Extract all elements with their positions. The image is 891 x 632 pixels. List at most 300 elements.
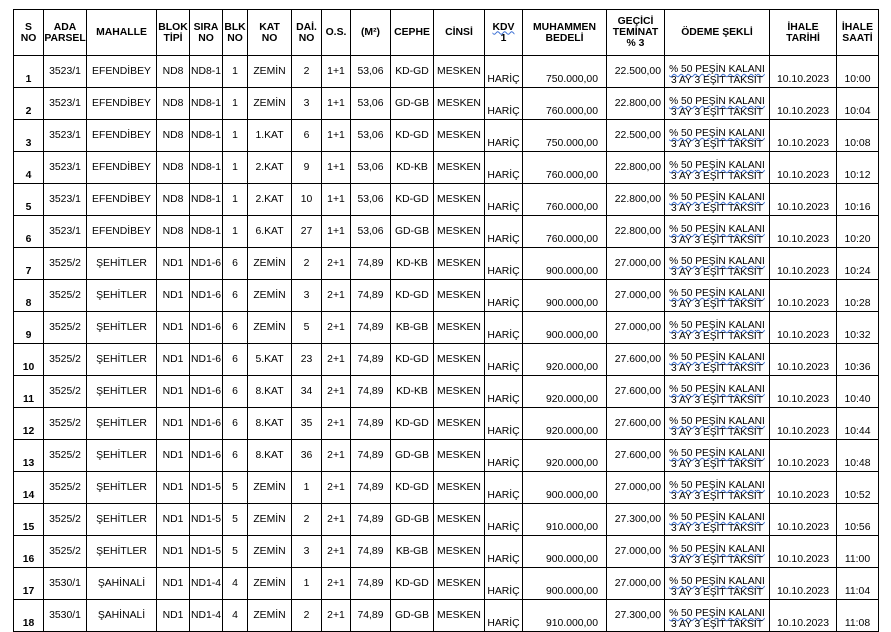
- table-row: [14, 408, 879, 440]
- cell-ada-parsel: 3530/1: [44, 568, 87, 600]
- cell-muhammen-bedeli: 920.000,00: [523, 408, 607, 440]
- cell-blok-tipi: ND1: [157, 536, 190, 568]
- cell-ihale-saati: 10:48: [837, 440, 879, 472]
- cell-sira-no: ND1-5: [190, 504, 223, 536]
- cell-m2: 74,89: [351, 504, 391, 536]
- cell-blok-tipi: ND8: [157, 216, 190, 248]
- cell-kat-no: 5.KAT: [248, 344, 292, 376]
- cell-ihale-saati: 10:24: [837, 248, 879, 280]
- cell-sira-no: ND8-1: [190, 184, 223, 216]
- table-row: [14, 568, 879, 600]
- cell-sira-no: ND1-6: [190, 344, 223, 376]
- header-cephe: CEPHE: [391, 10, 434, 56]
- cell-kdv: HARİÇ: [485, 184, 523, 216]
- cell-gecici-teminat: 27.000,00: [607, 472, 665, 504]
- cell-kdv: HARİÇ: [485, 408, 523, 440]
- cell-cephe: GD-GB: [391, 88, 434, 120]
- cell-odeme-sekli: % 50 PEŞİN KALANI 3 AY 3 EŞİT TAKSİT: [665, 440, 770, 472]
- cell-m2: 74,89: [351, 248, 391, 280]
- cell-ihale-tarihi: 10.10.2023: [770, 504, 837, 536]
- cell-blok-tipi: ND1: [157, 248, 190, 280]
- table-row: [14, 88, 879, 120]
- cell-ihale-tarihi: 10.10.2023: [770, 312, 837, 344]
- cell-sira-no: ND1-4: [190, 600, 223, 632]
- cell-daire-no: 10: [292, 184, 322, 216]
- cell-muhammen-bedeli: 760.000,00: [523, 216, 607, 248]
- cell-kdv: HARİÇ: [485, 536, 523, 568]
- cell-ihale-tarihi: 10.10.2023: [770, 344, 837, 376]
- cell-cinsi: MESKEN: [434, 344, 485, 376]
- cell-kat-no: ZEMİN: [248, 312, 292, 344]
- cell-mahalle: EFENDİBEY: [87, 88, 157, 120]
- cell-odeme-sekli: % 50 PEŞİN KALANI 3 AY 3 EŞİT TAKSİT: [665, 184, 770, 216]
- cell-ihale-tarihi: 10.10.2023: [770, 600, 837, 632]
- cell-blk-no: 6: [223, 280, 248, 312]
- header-odeme-sekli: ÖDEME ŞEKLİ: [665, 10, 770, 56]
- document-page: [13, 9, 879, 632]
- cell-ada-parsel: 3525/2: [44, 280, 87, 312]
- cell-cinsi: MESKEN: [434, 120, 485, 152]
- cell-kat-no: 2.KAT: [248, 152, 292, 184]
- cell-blk-no: 6: [223, 408, 248, 440]
- cell-m2: 53,06: [351, 120, 391, 152]
- cell-cinsi: MESKEN: [434, 280, 485, 312]
- cell-daire-no: 2: [292, 504, 322, 536]
- cell-kdv: HARİÇ: [485, 56, 523, 88]
- cell-kdv: HARİÇ: [485, 152, 523, 184]
- cell-daire-no: 36: [292, 440, 322, 472]
- cell-ihale-tarihi: 10.10.2023: [770, 184, 837, 216]
- cell-m2: 74,89: [351, 376, 391, 408]
- cell-ihale-tarihi: 10.10.2023: [770, 88, 837, 120]
- cell-gecici-teminat: 27.600,00: [607, 408, 665, 440]
- cell-ihale-tarihi: 10.10.2023: [770, 152, 837, 184]
- cell-cinsi: MESKEN: [434, 376, 485, 408]
- cell-daire-no: 9: [292, 152, 322, 184]
- cell-mahalle: ŞEHİTLER: [87, 440, 157, 472]
- header-ada-parsel: ADA PARSEL: [44, 10, 87, 56]
- table-row: [14, 152, 879, 184]
- cell-mahalle: EFENDİBEY: [87, 120, 157, 152]
- cell-m2: 74,89: [351, 344, 391, 376]
- cell-cephe: KB-GB: [391, 536, 434, 568]
- cell-kdv: HARİÇ: [485, 600, 523, 632]
- cell-blk-no: 5: [223, 472, 248, 504]
- cell-mahalle: ŞEHİTLER: [87, 536, 157, 568]
- cell-muhammen-bedeli: 750.000,00: [523, 56, 607, 88]
- cell-oda-sayisi: 1+1: [322, 152, 351, 184]
- cell-kdv: HARİÇ: [485, 312, 523, 344]
- cell-ada-parsel: 3525/2: [44, 440, 87, 472]
- cell-ihale-tarihi: 10.10.2023: [770, 472, 837, 504]
- cell-sno: 13: [14, 440, 44, 472]
- cell-cephe: GD-GB: [391, 440, 434, 472]
- cell-ihale-saati: 10:04: [837, 88, 879, 120]
- cell-cinsi: MESKEN: [434, 408, 485, 440]
- cell-mahalle: EFENDİBEY: [87, 56, 157, 88]
- cell-kdv: HARİÇ: [485, 504, 523, 536]
- cell-gecici-teminat: 27.600,00: [607, 376, 665, 408]
- cell-cinsi: MESKEN: [434, 600, 485, 632]
- cell-m2: 74,89: [351, 440, 391, 472]
- cell-sno: 5: [14, 184, 44, 216]
- table-row: [14, 504, 879, 536]
- header-kat-no: KAT NO: [248, 10, 292, 56]
- cell-blk-no: 6: [223, 344, 248, 376]
- cell-ihale-saati: 11:00: [837, 536, 879, 568]
- cell-cephe: KD-GD: [391, 408, 434, 440]
- cell-cinsi: MESKEN: [434, 56, 485, 88]
- cell-oda-sayisi: 2+1: [322, 408, 351, 440]
- cell-sno: 7: [14, 248, 44, 280]
- cell-blk-no: 6: [223, 376, 248, 408]
- cell-kat-no: ZEMİN: [248, 472, 292, 504]
- cell-ada-parsel: 3525/2: [44, 472, 87, 504]
- table-row: [14, 184, 879, 216]
- cell-cephe: KD-GD: [391, 280, 434, 312]
- cell-m2: 53,06: [351, 88, 391, 120]
- cell-sno: 10: [14, 344, 44, 376]
- cell-sno: 1: [14, 56, 44, 88]
- cell-cinsi: MESKEN: [434, 152, 485, 184]
- cell-cephe: KD-KB: [391, 248, 434, 280]
- header-sira-no: SIRA NO: [190, 10, 223, 56]
- cell-oda-sayisi: 2+1: [322, 536, 351, 568]
- cell-m2: 74,89: [351, 280, 391, 312]
- cell-muhammen-bedeli: 900.000,00: [523, 312, 607, 344]
- cell-ada-parsel: 3525/2: [44, 408, 87, 440]
- cell-blok-tipi: ND1: [157, 440, 190, 472]
- cell-mahalle: ŞAHİNALİ: [87, 600, 157, 632]
- table-row: [14, 216, 879, 248]
- cell-daire-no: 3: [292, 536, 322, 568]
- cell-m2: 74,89: [351, 472, 391, 504]
- cell-gecici-teminat: 27.300,00: [607, 504, 665, 536]
- table-body: [14, 56, 879, 632]
- cell-muhammen-bedeli: 920.000,00: [523, 440, 607, 472]
- cell-gecici-teminat: 27.000,00: [607, 280, 665, 312]
- cell-cephe: GD-GB: [391, 504, 434, 536]
- cell-blk-no: 4: [223, 600, 248, 632]
- cell-ihale-tarihi: 10.10.2023: [770, 120, 837, 152]
- cell-m2: 53,06: [351, 216, 391, 248]
- cell-daire-no: 2: [292, 248, 322, 280]
- cell-ihale-saati: 11:04: [837, 568, 879, 600]
- table-row: [14, 536, 879, 568]
- cell-ada-parsel: 3525/2: [44, 312, 87, 344]
- cell-ihale-saati: 10:28: [837, 280, 879, 312]
- cell-kdv: HARİÇ: [485, 376, 523, 408]
- cell-daire-no: 27: [292, 216, 322, 248]
- header-blok-tipi: BLOK TİPİ: [157, 10, 190, 56]
- cell-muhammen-bedeli: 900.000,00: [523, 248, 607, 280]
- cell-blok-tipi: ND1: [157, 568, 190, 600]
- cell-blk-no: 6: [223, 248, 248, 280]
- cell-sno: 11: [14, 376, 44, 408]
- cell-sira-no: ND8-1: [190, 88, 223, 120]
- cell-oda-sayisi: 1+1: [322, 120, 351, 152]
- cell-kdv: HARİÇ: [485, 88, 523, 120]
- cell-gecici-teminat: 27.000,00: [607, 248, 665, 280]
- cell-odeme-sekli: % 50 PEŞİN KALANI 3 AY 3 EŞİT TAKSİT: [665, 312, 770, 344]
- cell-blok-tipi: ND1: [157, 408, 190, 440]
- cell-blok-tipi: ND1: [157, 472, 190, 504]
- cell-kat-no: ZEMİN: [248, 504, 292, 536]
- cell-blk-no: 1: [223, 120, 248, 152]
- cell-mahalle: EFENDİBEY: [87, 152, 157, 184]
- cell-ada-parsel: 3525/2: [44, 504, 87, 536]
- cell-blok-tipi: ND8: [157, 88, 190, 120]
- cell-ihale-tarihi: 10.10.2023: [770, 216, 837, 248]
- cell-kat-no: ZEMİN: [248, 88, 292, 120]
- cell-daire-no: 1: [292, 568, 322, 600]
- cell-blk-no: 1: [223, 184, 248, 216]
- cell-sira-no: ND1-6: [190, 440, 223, 472]
- cell-m2: 74,89: [351, 536, 391, 568]
- cell-cephe: KD-GD: [391, 472, 434, 504]
- cell-blk-no: 6: [223, 312, 248, 344]
- cell-odeme-sekli: % 50 PEŞİN KALANI 3 AY 3 EŞİT TAKSİT: [665, 472, 770, 504]
- cell-blok-tipi: ND8: [157, 120, 190, 152]
- cell-blok-tipi: ND8: [157, 184, 190, 216]
- table-row: [14, 440, 879, 472]
- cell-mahalle: ŞAHİNALİ: [87, 568, 157, 600]
- cell-sno: 16: [14, 536, 44, 568]
- cell-sno: 15: [14, 504, 44, 536]
- cell-oda-sayisi: 1+1: [322, 216, 351, 248]
- cell-kdv: HARİÇ: [485, 344, 523, 376]
- cell-blk-no: 1: [223, 88, 248, 120]
- header-mahalle: MAHALLE: [87, 10, 157, 56]
- cell-odeme-sekli: % 50 PEŞİN KALANI 3 AY 3 EŞİT TAKSİT: [665, 344, 770, 376]
- cell-ihale-tarihi: 10.10.2023: [770, 568, 837, 600]
- cell-kat-no: 1.KAT: [248, 120, 292, 152]
- cell-ada-parsel: 3523/1: [44, 56, 87, 88]
- cell-odeme-sekli: % 50 PEŞİN KALANI 3 AY 3 EŞİT TAKSİT: [665, 376, 770, 408]
- header-daire-no: DAİ. NO: [292, 10, 322, 56]
- cell-sira-no: ND1-6: [190, 280, 223, 312]
- cell-muhammen-bedeli: 760.000,00: [523, 152, 607, 184]
- cell-gecici-teminat: 22.800,00: [607, 216, 665, 248]
- cell-mahalle: EFENDİBEY: [87, 216, 157, 248]
- cell-ada-parsel: 3525/2: [44, 248, 87, 280]
- table-row: [14, 344, 879, 376]
- header-m2: (M²): [351, 10, 391, 56]
- cell-m2: 53,06: [351, 56, 391, 88]
- cell-ada-parsel: 3525/2: [44, 344, 87, 376]
- cell-sno: 6: [14, 216, 44, 248]
- cell-sira-no: ND8-1: [190, 152, 223, 184]
- header-ihale-saati: İHALE SAATİ: [837, 10, 879, 56]
- cell-sira-no: ND8-1: [190, 216, 223, 248]
- cell-blok-tipi: ND8: [157, 56, 190, 88]
- cell-oda-sayisi: 2+1: [322, 344, 351, 376]
- cell-ihale-saati: 10:32: [837, 312, 879, 344]
- cell-sno: 4: [14, 152, 44, 184]
- cell-kat-no: 2.KAT: [248, 184, 292, 216]
- cell-cephe: KD-KB: [391, 376, 434, 408]
- cell-cinsi: MESKEN: [434, 248, 485, 280]
- cell-ihale-saati: 10:36: [837, 344, 879, 376]
- cell-ihale-saati: 10:12: [837, 152, 879, 184]
- cell-kat-no: ZEMİN: [248, 600, 292, 632]
- cell-kat-no: ZEMİN: [248, 280, 292, 312]
- cell-mahalle: ŞEHİTLER: [87, 312, 157, 344]
- cell-daire-no: 2: [292, 600, 322, 632]
- cell-ihale-saati: 11:08: [837, 600, 879, 632]
- cell-ada-parsel: 3523/1: [44, 152, 87, 184]
- cell-muhammen-bedeli: 760.000,00: [523, 88, 607, 120]
- cell-daire-no: 2: [292, 56, 322, 88]
- cell-odeme-sekli: % 50 PEŞİN KALANI 3 AY 3 EŞİT TAKSİT: [665, 568, 770, 600]
- cell-muhammen-bedeli: 910.000,00: [523, 504, 607, 536]
- cell-muhammen-bedeli: 750.000,00: [523, 120, 607, 152]
- table-row: [14, 312, 879, 344]
- cell-odeme-sekli: % 50 PEŞİN KALANI 3 AY 3 EŞİT TAKSİT: [665, 216, 770, 248]
- table-row: [14, 280, 879, 312]
- cell-sno: 3: [14, 120, 44, 152]
- cell-muhammen-bedeli: 760.000,00: [523, 184, 607, 216]
- cell-ihale-saati: 10:16: [837, 184, 879, 216]
- cell-sno: 12: [14, 408, 44, 440]
- header-muhammen-bedeli: MUHAMMEN BEDELİ: [523, 10, 607, 56]
- cell-m2: 74,89: [351, 568, 391, 600]
- cell-ada-parsel: 3523/1: [44, 88, 87, 120]
- cell-cephe: KD-GD: [391, 56, 434, 88]
- cell-gecici-teminat: 22.800,00: [607, 152, 665, 184]
- cell-ihale-saati: 10:44: [837, 408, 879, 440]
- cell-kat-no: ZEMİN: [248, 56, 292, 88]
- cell-ihale-saati: 10:08: [837, 120, 879, 152]
- cell-daire-no: 6: [292, 120, 322, 152]
- cell-odeme-sekli: % 50 PEŞİN KALANI 3 AY 3 EŞİT TAKSİT: [665, 120, 770, 152]
- cell-blk-no: 6: [223, 440, 248, 472]
- header-blk-no: BLK NO: [223, 10, 248, 56]
- cell-blk-no: 4: [223, 568, 248, 600]
- cell-m2: 53,06: [351, 152, 391, 184]
- cell-sira-no: ND1-6: [190, 248, 223, 280]
- cell-oda-sayisi: 2+1: [322, 312, 351, 344]
- cell-m2: 53,06: [351, 184, 391, 216]
- cell-oda-sayisi: 1+1: [322, 56, 351, 88]
- cell-ihale-tarihi: 10.10.2023: [770, 376, 837, 408]
- cell-sira-no: ND1-5: [190, 536, 223, 568]
- cell-kat-no: 8.KAT: [248, 440, 292, 472]
- table-row: [14, 600, 879, 632]
- cell-kat-no: ZEMİN: [248, 568, 292, 600]
- cell-cinsi: MESKEN: [434, 216, 485, 248]
- cell-sno: 2: [14, 88, 44, 120]
- cell-cinsi: MESKEN: [434, 472, 485, 504]
- cell-blk-no: 5: [223, 536, 248, 568]
- cell-cephe: KD-KB: [391, 152, 434, 184]
- table-row: [14, 56, 879, 88]
- cell-oda-sayisi: 2+1: [322, 376, 351, 408]
- cell-blok-tipi: ND1: [157, 312, 190, 344]
- cell-m2: 74,89: [351, 312, 391, 344]
- cell-ihale-saati: 10:00: [837, 56, 879, 88]
- cell-blk-no: 1: [223, 152, 248, 184]
- cell-oda-sayisi: 2+1: [322, 280, 351, 312]
- header-oda-sayisi: O.S.: [322, 10, 351, 56]
- cell-gecici-teminat: 22.500,00: [607, 56, 665, 88]
- cell-kdv: HARİÇ: [485, 472, 523, 504]
- cell-cinsi: MESKEN: [434, 504, 485, 536]
- cell-blok-tipi: ND1: [157, 376, 190, 408]
- cell-ada-parsel: 3525/2: [44, 536, 87, 568]
- cell-blk-no: 1: [223, 56, 248, 88]
- cell-ihale-tarihi: 10.10.2023: [770, 440, 837, 472]
- cell-cephe: KD-GD: [391, 344, 434, 376]
- header-kdv: KDV 1: [485, 10, 523, 56]
- cell-oda-sayisi: 2+1: [322, 568, 351, 600]
- cell-gecici-teminat: 27.000,00: [607, 312, 665, 344]
- cell-ihale-tarihi: 10.10.2023: [770, 408, 837, 440]
- cell-muhammen-bedeli: 910.000,00: [523, 600, 607, 632]
- cell-ihale-saati: 10:40: [837, 376, 879, 408]
- cell-ihale-tarihi: 10.10.2023: [770, 280, 837, 312]
- cell-oda-sayisi: 2+1: [322, 504, 351, 536]
- cell-sno: 14: [14, 472, 44, 504]
- cell-odeme-sekli: % 50 PEŞİN KALANI 3 AY 3 EŞİT TAKSİT: [665, 248, 770, 280]
- cell-gecici-teminat: 22.500,00: [607, 120, 665, 152]
- cell-ada-parsel: 3523/1: [44, 216, 87, 248]
- cell-daire-no: 23: [292, 344, 322, 376]
- cell-mahalle: EFENDİBEY: [87, 184, 157, 216]
- cell-gecici-teminat: 27.000,00: [607, 568, 665, 600]
- cell-sira-no: ND8-1: [190, 120, 223, 152]
- cell-kdv: HARİÇ: [485, 216, 523, 248]
- table-row: [14, 472, 879, 504]
- cell-odeme-sekli: % 50 PEŞİN KALANI 3 AY 3 EŞİT TAKSİT: [665, 408, 770, 440]
- cell-oda-sayisi: 2+1: [322, 440, 351, 472]
- cell-odeme-sekli: % 50 PEŞİN KALANI 3 AY 3 EŞİT TAKSİT: [665, 56, 770, 88]
- auction-table: [13, 9, 879, 632]
- table-row: [14, 376, 879, 408]
- cell-ihale-saati: 10:20: [837, 216, 879, 248]
- cell-muhammen-bedeli: 900.000,00: [523, 568, 607, 600]
- cell-blok-tipi: ND1: [157, 600, 190, 632]
- cell-cephe: KB-GB: [391, 312, 434, 344]
- cell-mahalle: ŞEHİTLER: [87, 248, 157, 280]
- cell-odeme-sekli: % 50 PEŞİN KALANI 3 AY 3 EŞİT TAKSİT: [665, 88, 770, 120]
- cell-blok-tipi: ND1: [157, 344, 190, 376]
- cell-oda-sayisi: 2+1: [322, 600, 351, 632]
- cell-ihale-tarihi: 10.10.2023: [770, 536, 837, 568]
- cell-muhammen-bedeli: 920.000,00: [523, 376, 607, 408]
- cell-odeme-sekli: % 50 PEŞİN KALANI 3 AY 3 EŞİT TAKSİT: [665, 280, 770, 312]
- cell-mahalle: ŞEHİTLER: [87, 280, 157, 312]
- cell-cinsi: MESKEN: [434, 88, 485, 120]
- cell-sira-no: ND1-4: [190, 568, 223, 600]
- cell-oda-sayisi: 1+1: [322, 184, 351, 216]
- cell-odeme-sekli: % 50 PEŞİN KALANI 3 AY 3 EŞİT TAKSİT: [665, 600, 770, 632]
- cell-cinsi: MESKEN: [434, 568, 485, 600]
- cell-gecici-teminat: 27.600,00: [607, 344, 665, 376]
- cell-ihale-tarihi: 10.10.2023: [770, 56, 837, 88]
- cell-kat-no: ZEMİN: [248, 248, 292, 280]
- cell-mahalle: ŞEHİTLER: [87, 376, 157, 408]
- cell-daire-no: 35: [292, 408, 322, 440]
- cell-cinsi: MESKEN: [434, 184, 485, 216]
- cell-blok-tipi: ND1: [157, 280, 190, 312]
- cell-sno: 8: [14, 280, 44, 312]
- cell-daire-no: 3: [292, 88, 322, 120]
- header-sno: S NO: [14, 10, 44, 56]
- cell-mahalle: ŞEHİTLER: [87, 472, 157, 504]
- cell-kat-no: 8.KAT: [248, 376, 292, 408]
- cell-blok-tipi: ND1: [157, 504, 190, 536]
